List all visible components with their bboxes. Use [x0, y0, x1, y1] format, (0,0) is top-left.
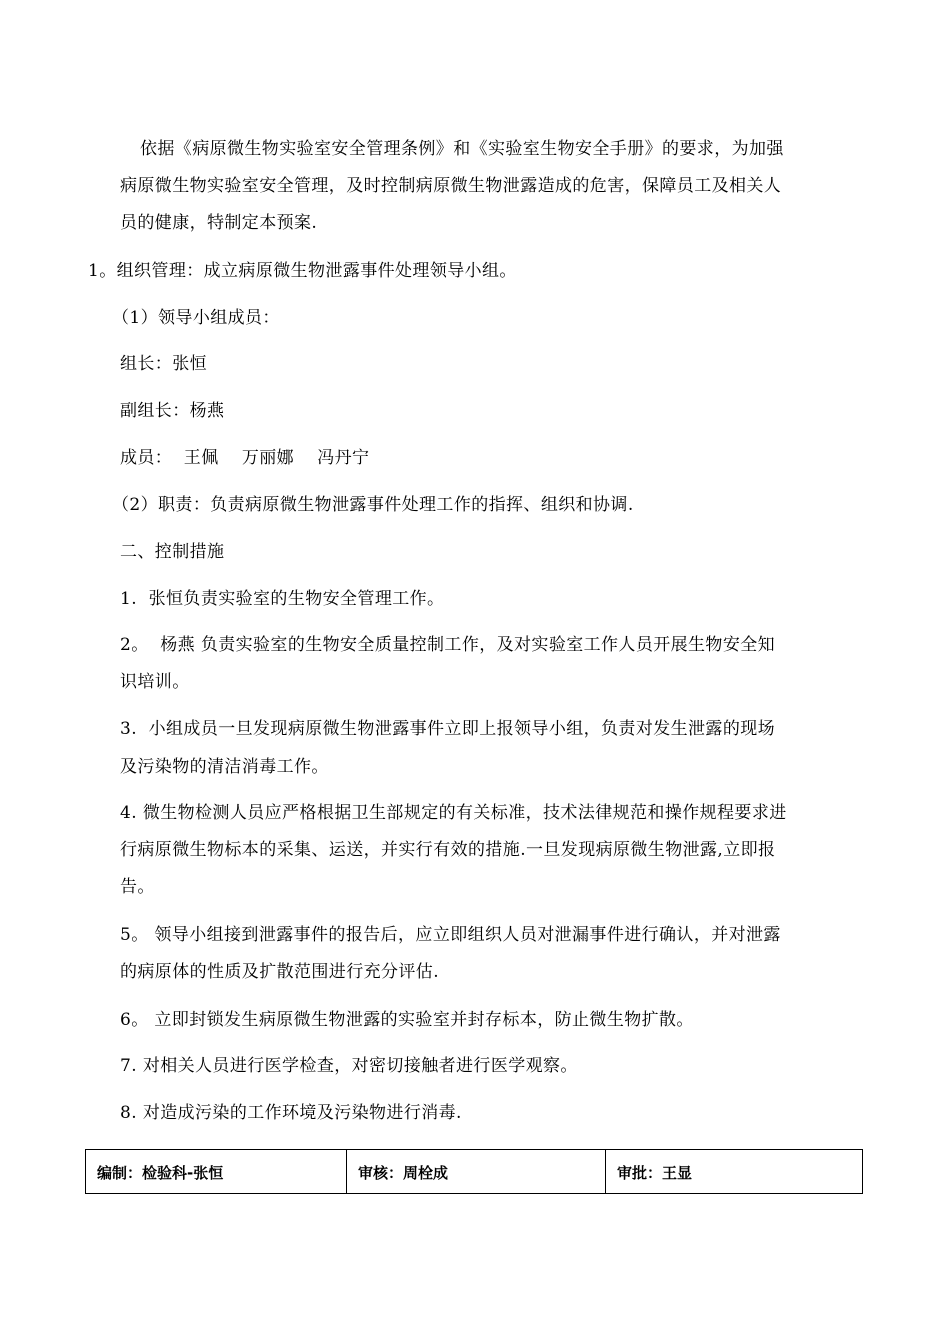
duties-line: （2）职责：负责病原微生物泄露事件处理工作的指挥、组织和协调. [112, 495, 634, 515]
measure-item-7: 7. 对相关人员进行医学检查，对密切接触者进行医学观察。 [120, 1056, 578, 1076]
intro-line-1: 依据《病原微生物实验室安全管理条例》和《实验室生物安全手册》的要求，为加强 [140, 139, 784, 159]
members-line: 成员： 王佩 万丽娜 冯丹宁 [120, 448, 370, 468]
reviewed-by-cell: 审核：周栓成 [346, 1150, 605, 1193]
measure-item-4-line-2: 行病原微生物标本的采集、运送，并实行有效的措施.一旦发现病原微生物泄露,立即报 [120, 840, 776, 860]
section2-heading: 二、控制措施 [120, 542, 225, 562]
approved-by-cell: 审批：王显 [605, 1150, 862, 1193]
measure-item-4-line-1: 4. 微生物检测人员应严格根据卫生部规定的有关标准，技术法律规范和操作规程要求进 [120, 803, 787, 823]
measure-item-1: 1. 张恒负责实验室的生物安全管理工作。 [120, 589, 445, 609]
intro-line-2: 病原微生物实验室安全管理，及时控制病原微生物泄露造成的危害，保障员工及相关人 [120, 176, 782, 196]
measure-item-5-line-2: 的病原体的性质及扩散范围进行充分评估. [120, 962, 440, 982]
measure-item-3-line-1: 3. 小组成员一旦发现病原微生物泄露事件立即上报领导小组，负责对发生泄露的现场 [120, 719, 776, 739]
deputy-line: 副组长：杨燕 [120, 401, 225, 421]
measure-item-4-line-3: 告。 [120, 877, 155, 897]
leader-line: 组长：张恒 [120, 354, 207, 374]
measure-item-2-line-2: 识培训。 [120, 672, 190, 692]
measure-item-5-line-1: 5。 领导小组接到泄露事件的报告后，应立即组织人员对泄漏事件进行确认，并对泄露 [120, 925, 781, 945]
measure-item-3-line-2: 及污染物的清洁消毒工作。 [120, 757, 329, 777]
members-heading: （1）领导小组成员： [112, 308, 280, 328]
compiled-by-cell: 编制：检验科-张恒 [97, 1164, 224, 1182]
approval-table [85, 1149, 863, 1194]
measure-item-6: 6。 立即封锁发生病原微生物泄露的实验室并封存标本，防止微生物扩散。 [120, 1010, 694, 1030]
measure-item-8: 8. 对造成污染的工作环境及污染物进行消毒. [120, 1103, 462, 1123]
measure-item-2-line-1: 2。 杨燕 负责实验室的生物安全质量控制工作，及对实验室工作人员开展生物安全知 [120, 635, 776, 655]
intro-line-3: 员的健康，特制定本预案. [120, 213, 318, 233]
section1-heading: 1。组织管理：成立病原微生物泄露事件处理领导小组。 [88, 261, 517, 281]
